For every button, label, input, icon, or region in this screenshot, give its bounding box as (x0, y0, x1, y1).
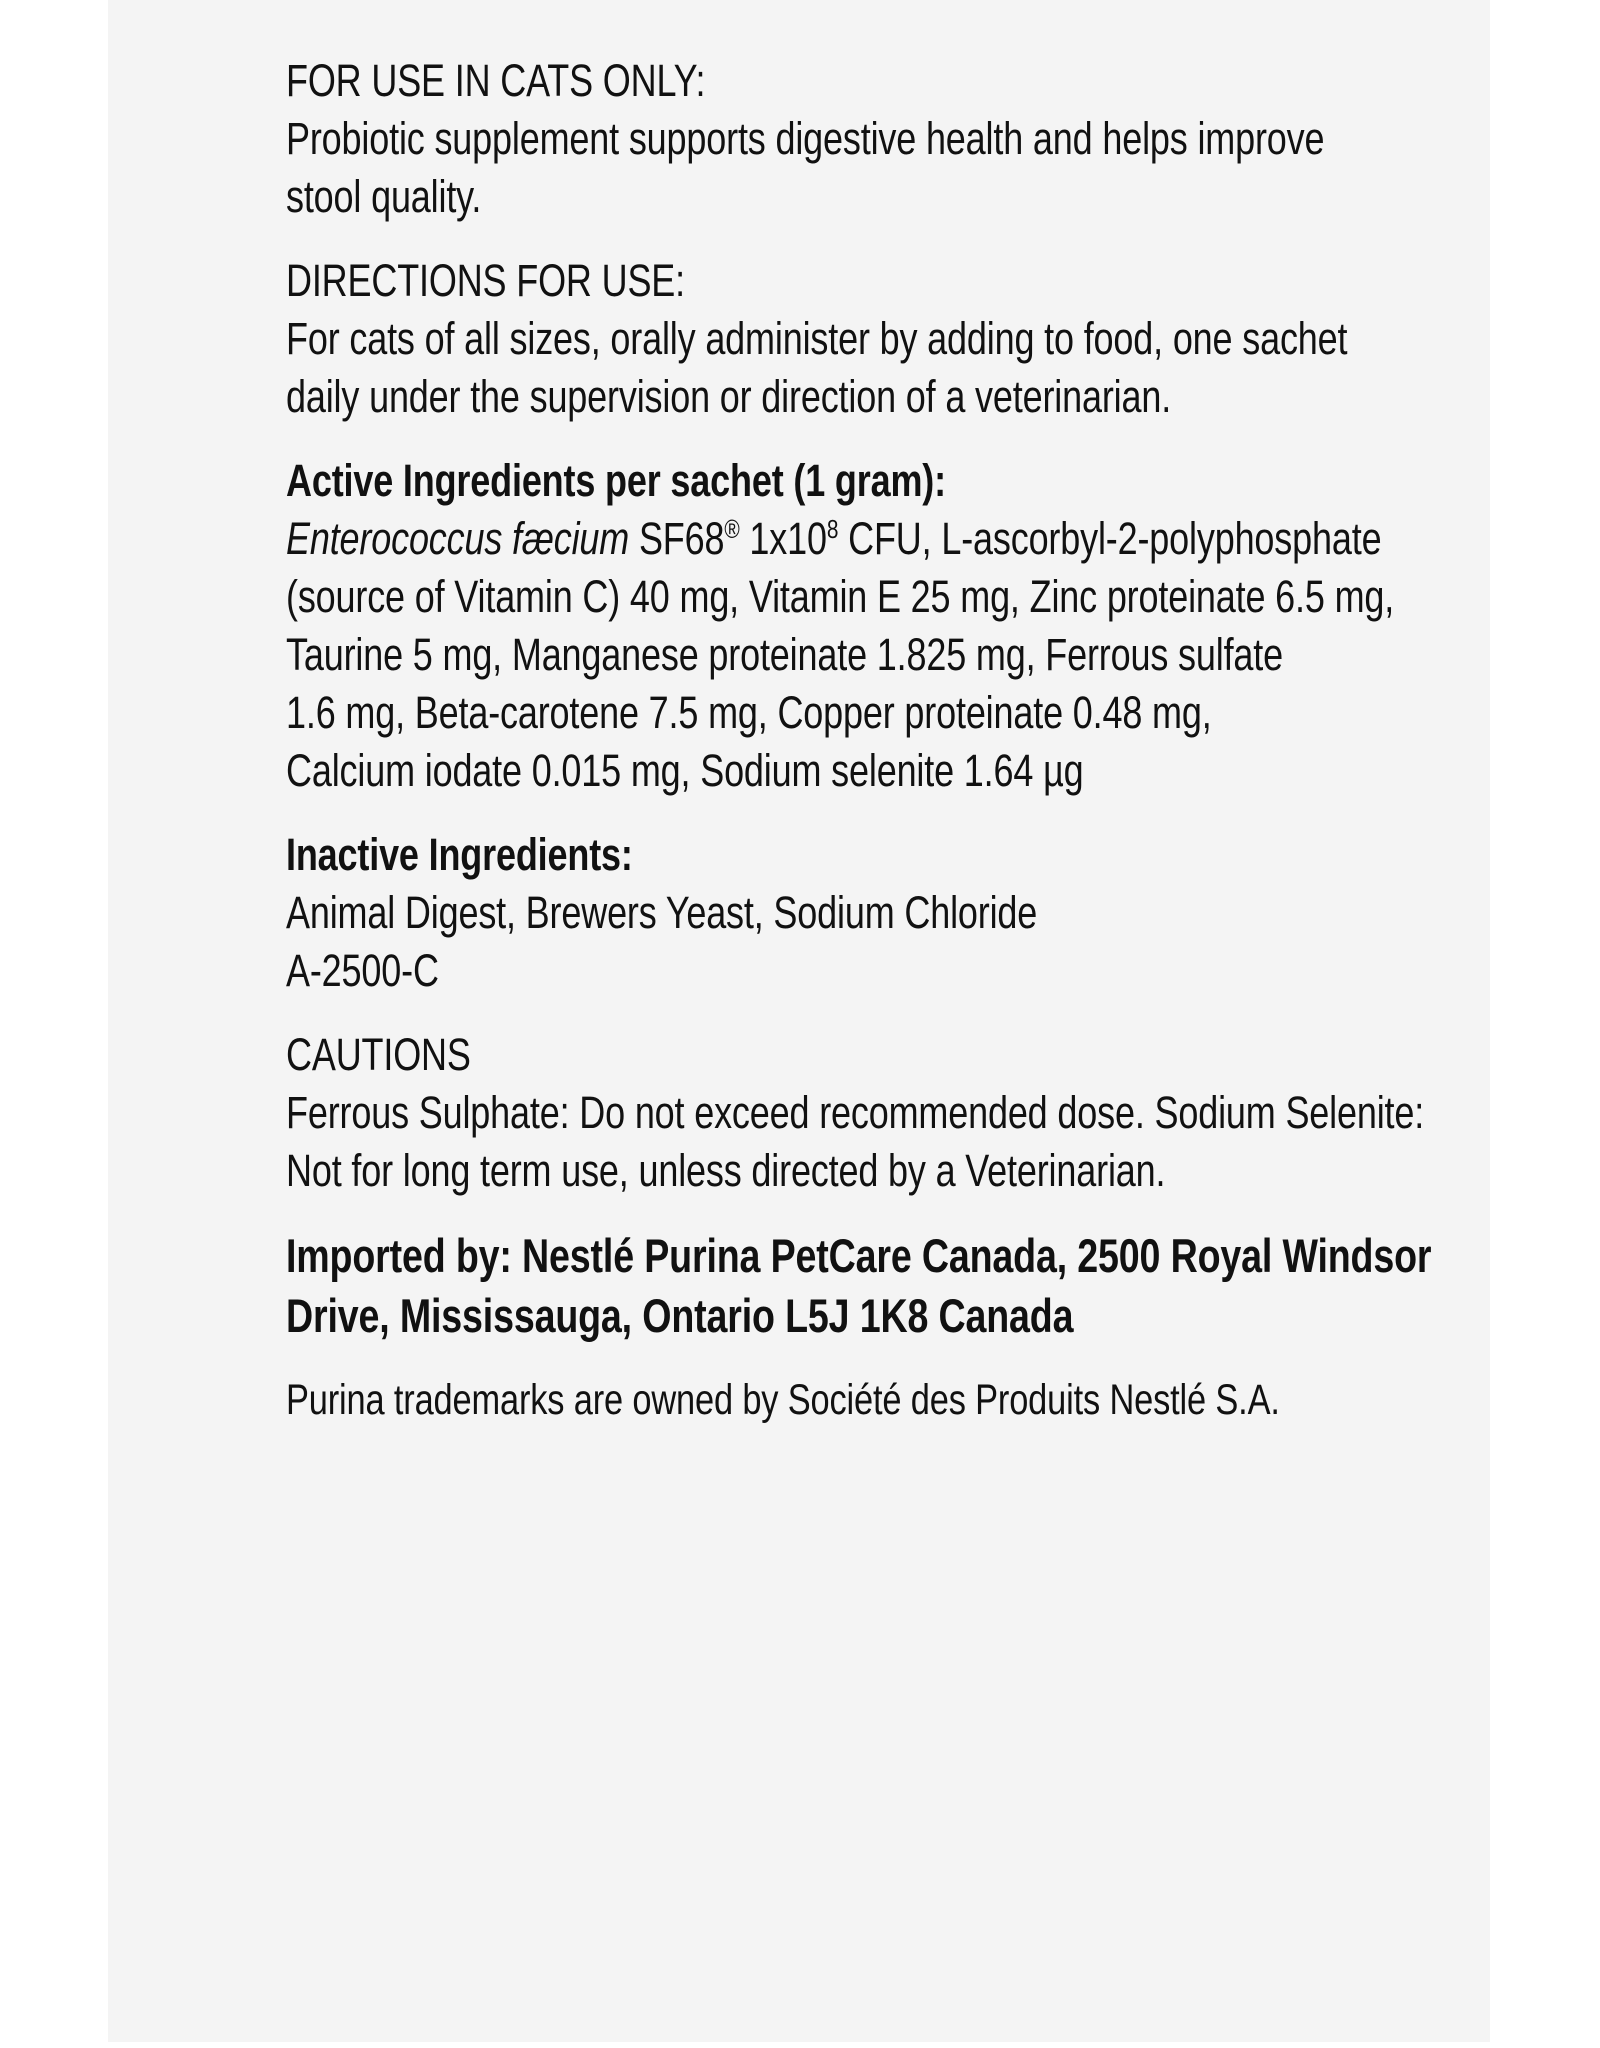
label-panel (108, 0, 1490, 2042)
importer-line-2: Drive, Mississauga, Ontario L5J 1K8 Canada (286, 1289, 1074, 1342)
label-text-content (286, 52, 1516, 1454)
active-ingredients-heading: Active Ingredients per sachet (1 gram): (286, 455, 946, 506)
for-use-heading: FOR USE IN CATS ONLY: (286, 55, 706, 106)
registered-trademark-icon: ® (724, 514, 740, 544)
active-dose-exponent: 8 (826, 514, 839, 544)
active-dose-base: 1x10 (739, 513, 827, 564)
active-ingredients-line-4: 1.6 mg, Beta-carotene 7.5 mg, Copper proteinate 0.48 mg, (286, 687, 1212, 738)
directions-heading: DIRECTIONS FOR USE: (286, 255, 685, 306)
cautions-body-line-1: Ferrous Sulphate: Do not exceed recommended dose. Sodium Selenite: (286, 1087, 1425, 1138)
cautions-body-line-2: Not for long term use, unless directed by a Veterinarian. (286, 1145, 1166, 1196)
section-cautions (286, 1026, 1516, 1200)
section-for-use-in-cats (286, 52, 1516, 226)
active-sf68-label: SF68 (629, 513, 725, 564)
inactive-ingredients-line-1: Animal Digest, Brewers Yeast, Sodium Chloride (286, 887, 1038, 938)
for-use-body-line-2: stool quality. (286, 171, 482, 222)
section-directions-for-use (286, 252, 1516, 426)
section-trademark (286, 1372, 1516, 1428)
inactive-ingredients-heading: Inactive Ingredients: (286, 829, 633, 880)
active-ingredients-line-2: (source of Vitamin C) 40 mg, Vitamin E 25 mg, Zinc proteinate 6.5 mg, (286, 571, 1395, 622)
directions-body-line-2: daily under the supervision or direction of a veterinarian. (286, 371, 1172, 422)
active-ingredients-line-5: Calcium iodate 0.015 mg, Sodium selenite 1.64 µg (286, 745, 1084, 796)
importer-line-1: Imported by: Nestlé Purina PetCare Canada, 2500 Royal Windsor (286, 1229, 1432, 1282)
cautions-heading: CAUTIONS (286, 1029, 471, 1080)
active-ingredients-line-1 (286, 510, 1516, 568)
for-use-body-line-1: Probiotic supplement supports digestive health and helps improve (286, 113, 1325, 164)
active-ingredients-line-3: Taurine 5 mg, Manganese proteinate 1.825 mg, Ferrous sulfate (286, 629, 1283, 680)
species-name: Enterococcus fæcium (286, 513, 630, 564)
section-importer (286, 1226, 1516, 1346)
directions-body-line-1: For cats of all sizes, orally administer by adding to food, one sachet (286, 313, 1348, 364)
active-line1-suffix: CFU, L-ascorbyl-2-polyphosphate (838, 513, 1382, 564)
trademark-notice: Purina trademarks are owned by Société des Produits Nestlé S.A. (286, 1376, 1280, 1424)
product-code: A-2500-C (286, 945, 439, 996)
section-active-ingredients (286, 452, 1516, 800)
section-inactive-ingredients (286, 826, 1516, 1000)
